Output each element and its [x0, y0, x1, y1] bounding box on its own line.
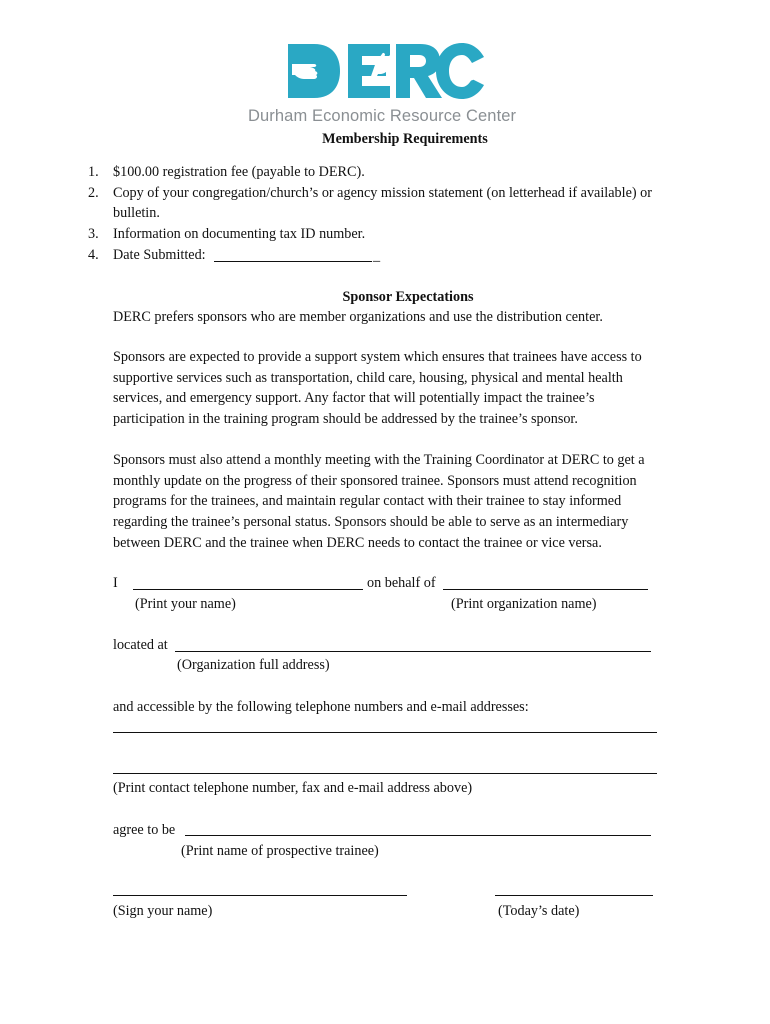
print-name-caption: (Print your name)	[135, 596, 236, 612]
list-number: 4.	[88, 247, 99, 263]
sponsor-paragraph-2	[113, 450, 683, 554]
sponsor-heading: Sponsor Expectations	[342, 289, 474, 305]
organization-name-field[interactable]	[443, 589, 648, 590]
sponsor-paragraph-1	[113, 347, 683, 430]
i-label: I	[113, 575, 118, 591]
derc-wordmark-logo	[286, 40, 486, 102]
contact-field-line-1[interactable]	[113, 732, 657, 733]
contact-field-line-2[interactable]	[113, 773, 657, 774]
list-text-continued: bulletin.	[113, 205, 160, 221]
trainee-name-field[interactable]	[185, 835, 651, 836]
address-caption: (Organization full address)	[177, 657, 330, 673]
list-number: 3.	[88, 226, 99, 242]
list-number: 1.	[88, 164, 99, 180]
paragraph-line: between DERC and the trainee when DERC needs to contact the trainee or vice versa.	[113, 534, 602, 551]
date-caption: (Today’s date)	[498, 903, 580, 919]
on-behalf-label: on behalf of	[367, 575, 436, 591]
paragraph-line: programs for the trainees, and maintain regular contact with their trainee to stay informed	[113, 493, 622, 510]
print-name-field[interactable]	[133, 589, 363, 590]
membership-heading: Membership Requirements	[322, 131, 488, 147]
paragraph-line: monthly update on the progress of their sponsored trainee. Sponsors must attend recognition	[113, 472, 637, 489]
paragraph-line: Sponsors are expected to provide a support system which ensures that trainees have access to	[113, 349, 642, 365]
list-text: Information on documenting tax ID number.	[113, 226, 366, 242]
signature-field[interactable]	[113, 895, 407, 896]
list-number: 2.	[88, 185, 99, 201]
paragraph-line: services, and emergency support. Any factor that will potentially impact the trainee’s	[113, 390, 595, 407]
date-submitted-label: Date Submitted:	[113, 247, 206, 263]
paragraph-line: Sponsors must also attend a monthly meeting with the Training Coordinator at DERC to get a	[113, 452, 645, 468]
logo-subtitle: Durham Economic Resource Center	[248, 107, 517, 125]
paragraph-line: regarding the trainee’s personal status. Sponsors should be able to serve as an intermediary	[113, 514, 629, 531]
contact-caption: (Print contact telephone number, fax and e-mail address above)	[113, 780, 473, 796]
contact-label: and accessible by the following telephone numbers and e-mail addresses:	[113, 699, 529, 715]
todays-date-field[interactable]	[495, 895, 653, 896]
derc-logo	[248, 40, 528, 130]
organization-address-field[interactable]	[175, 651, 651, 652]
sign-caption: (Sign your name)	[113, 903, 213, 919]
date-submitted-field[interactable]	[214, 261, 372, 262]
list-text: Copy of your congregation/church’s or agency mission statement (on letterhead if available) or	[113, 185, 652, 201]
agree-label: agree to be	[113, 822, 176, 838]
date-trailing-mark: _	[373, 248, 381, 264]
paragraph-line: supportive services such as transportation, child care, housing, physical and mental health	[113, 369, 623, 386]
paragraph-line: participation in the training program should be addressed by the trainee’s sponsor.	[113, 411, 578, 428]
located-at-label: located at	[113, 637, 168, 653]
list-text: $100.00 registration fee (payable to DERC).	[113, 164, 365, 180]
sponsor-intro: DERC prefers sponsors who are member organizations and use the distribution center.	[113, 309, 603, 325]
trainee-caption: (Print name of prospective trainee)	[181, 843, 379, 859]
print-organization-caption: (Print organization name)	[451, 596, 597, 612]
